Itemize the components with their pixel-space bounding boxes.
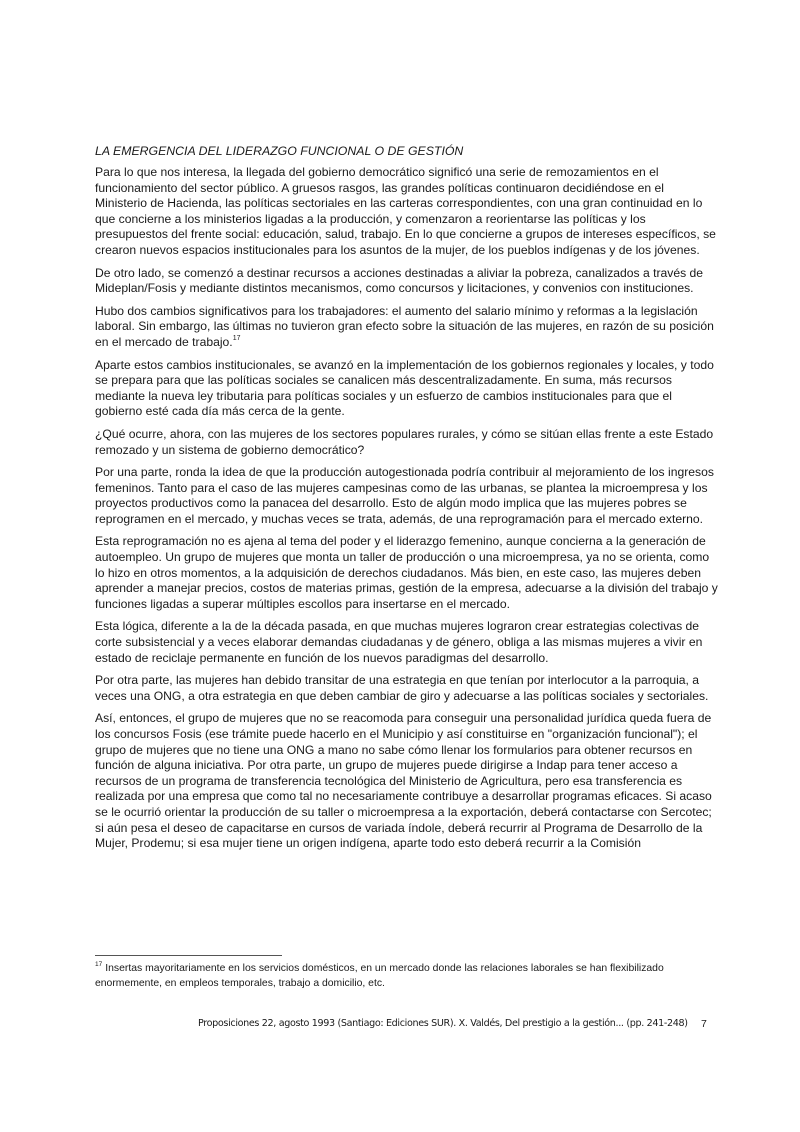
footnote-reference[interactable]: 17 [232,334,241,342]
paragraph: Por una parte, ronda la idea de que la producción autogestionada podría contribuir al mejoramiento de los ingresos femeninos. Tanto para el caso de las mujeres campesinas como de las urbanas, se plantea la microempresa y los proyectos productivos como la panacea del desarrollo. Esto de algún modo implica que las mujeres pobres se reprogramen en el mercado, y muchas veces se trata, además, de una reprogramación para el mercado externo. [95,465,714,526]
paragraph: Esta reprogramación no es ajena al tema del poder y el liderazgo femenino, aunque concierna a la generación de autoempleo. Un grupo de mujeres que monta un taller de producción o una microempresa, ya no se orienta, como lo hizo en otros momentos, a la adquisición de derechos ciudadanos. Más bien, en este caso, las mujeres deben aprender a manejar precios, costos de materias primas, gestión de la empresa, adecuarse a la división del trabajo y funciones ligadas a superar múltiples escollos para insertarse en el mercado. [95,534,718,611]
paragraph: Así, entonces, el grupo de mujeres que no se reacomoda para conseguir una personalidad jurídica queda fuera de los concursos Fosis (ese trámite puede hacerlo en el Municipio y así constituirse en "organización funcional"); el grupo de mujeres que no tiene una ONG a mano no sabe cómo llenar los formularios para obtener recursos en función de alguna iniciativa. Por otra parte, un grupo de mujeres puede dirigirse a Indap para tener acceso a recursos de un programa de transferencia tecnológica del Ministerio de Agricultura, pero esa transferencia es realizada por una empresa que como tal no necesariamente contribuye a desarrollar programas eficaces. Si acaso se le ocurrió orientar la producción de su taller o microempresa a la exportación, deberá contactarse con Sercotec; si aún pesa el deseo de capacitarse en cursos de variada índole, deberá recurrir al Programa de Desarrollo de la Mujer, Prodemu; si esa mujer tiene un origen indígena, aparte todo esto deberá recurrir a la Comisión [95,711,712,851]
footnote-divider [95,955,282,956]
paragraph: Para lo que nos interesa, la llegada del gobierno democrático significó una serie de remozamientos en el funcionamiento del sector público. A gruesos rasgos, las grandes políticas continuaron decidiéndose en el Ministerio de Hacienda, las políticas sectoriales en las carteras correspondientes, con una gran continuidad en lo que concierne a los ministerios ligadas a la producción, y comenzaron a reorientarse las políticas y los presupuestos del frente social: educación, salud, trabajo. En lo que concierne a grupos de intereses específicos, se crearon nuevos espacios institucionales para los asuntos de la mujer, de los pueblos indígenas y de los jóvenes. [95,165,716,257]
section-heading: LA EMERGENCIA DEL LIDERAZGO FUNCIONAL O DE GESTIÓN [95,144,464,158]
footer-citation: Proposiciones 22, agosto 1993 (Santiago: Ediciones SUR). X. Valdés, Del prestigio a la gestión... (pp. 241-248) [198,1018,688,1029]
footnote [95,961,715,991]
body-text [95,165,718,859]
paragraph: Por otra parte, las mujeres han debido transitar de una estrategia en que tenían por interlocutor a la parroquia, a veces una ONG, a otra estrategia en que deben cambiar de giro y adecuarse a las políticas sociales y sectoriales. [95,673,709,703]
footnote-text: Insertas mayoritariamente en los servicios domésticos, en un mercado donde las relaciones laborales se han flexibilizado enormemente, en empleos temporales, trabajo a domicilio, etc. [95,963,664,989]
footnote-number: 17 [95,961,103,968]
paragraph: ¿Qué ocurre, ahora, con las mujeres de los sectores populares rurales, y cómo se sitúan ellas frente a este Estado remozado y un sistema de gobierno democrático? [95,426,714,457]
paragraph [95,304,718,351]
page-number: 7 [701,1018,707,1030]
paragraph-text: Hubo dos cambios significativos para los trabajadores: el aumento del salario mínimo y reformas a la legislación laboral. Sin embargo, las últimas no tuvieron gran efecto sobre la situación de las mujeres, en razón de su posición en el mercado de trabajo. [95,303,714,349]
paragraph: De otro lado, se comenzó a destinar recursos a acciones destinadas a aliviar la pobreza, canalizados a través de Mideplan/Fosis y mediante distintos mecanismos, como concursos y licitaciones, y convenios con instituciones. [95,265,704,296]
paragraph: Aparte estos cambios institucionales, se avanzó en la implementación de los gobiernos regionales y locales, y todo se prepara para que las políticas sociales se canalicen más descentralizadamente. En suma, más recursos mediante la nueva ley tributaria para políticas sociales y un esfuerzo de cambios institucionales para que el gobierno esté cada día más cerca de la gente. [95,357,714,419]
paragraph: Esta lógica, diferente a la de la década pasada, en que muchas mujeres lograron crear estrategias colectivas de corte subsistencial y a veces elaborar demandas ciudadanas y de género, obliga a las mismas mujeres a vivir en estado de reciclaje permanente en función de los nuevos paradigmas del desarrollo. [95,619,703,665]
